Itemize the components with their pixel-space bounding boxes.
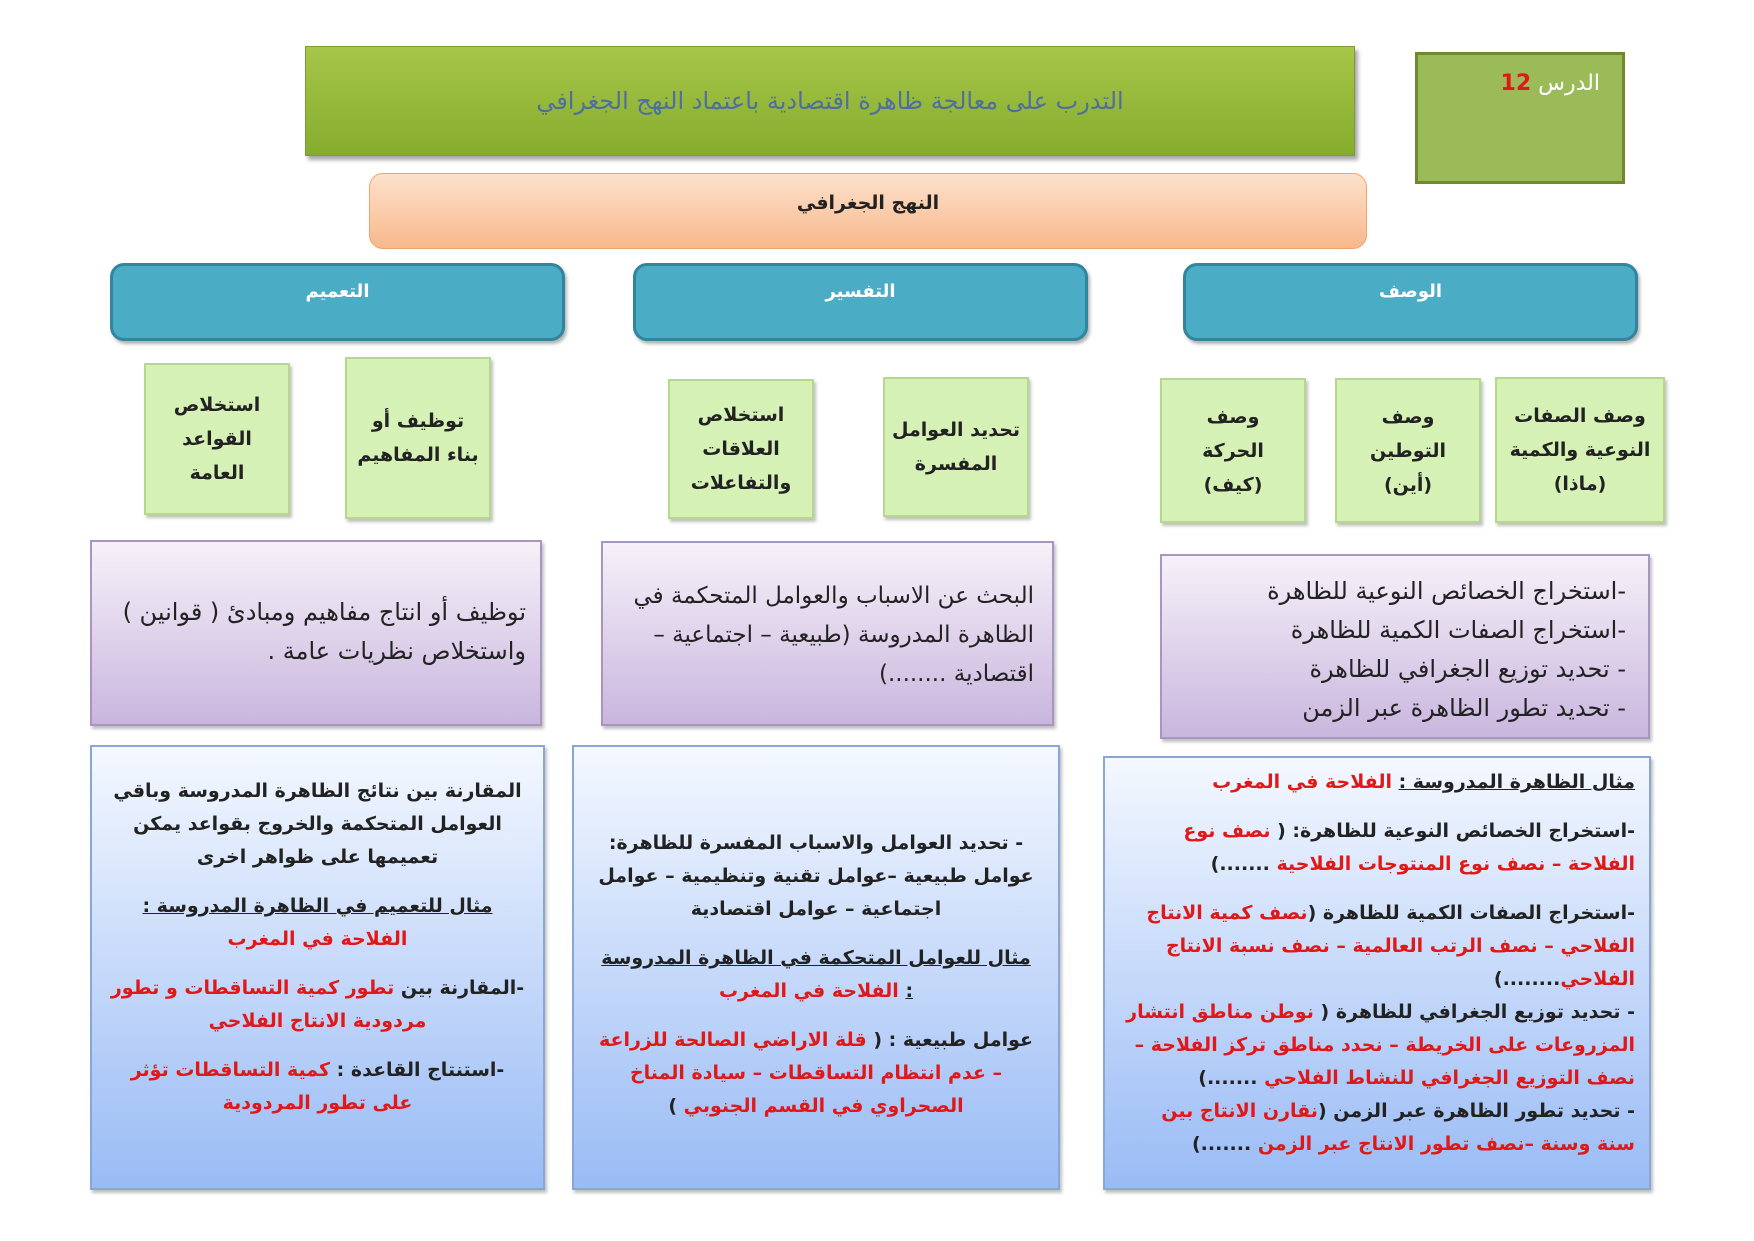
page-title: التدرب على معالجة ظاهرة اقتصادية باعتماد النهج الجغرافي <box>536 87 1124 115</box>
category-description-label: الوصف <box>1378 280 1443 302</box>
q1-end: .......) <box>1210 853 1270 875</box>
natural-factors-line <box>596 1024 1036 1123</box>
q4-label: - تحديد تطور الظاهرة عبر الزمن ( <box>1317 1100 1635 1122</box>
interp-intro: - تحديد العوامل والاسباب المفسرة للظاهرة: عوامل طبيعية –عوامل تقنية وتنظيمية – عوامل اجتماعية – عوامل اقتصادية <box>598 832 1034 920</box>
subbox-line: توظيف أو <box>371 410 465 432</box>
method-bar <box>369 173 1367 249</box>
subbox-desc-movement <box>1160 378 1306 523</box>
q4-end: .......) <box>1192 1133 1252 1155</box>
example-line <box>596 942 1036 1008</box>
purple-line: واستخلاص نظريات عامة . <box>267 637 526 665</box>
q2-label: -استخراج الصفات الكمية للظاهرة ( <box>1307 902 1635 924</box>
subbox-interp-relations <box>668 379 814 519</box>
subbox-line: استخلاص <box>697 404 785 426</box>
subbox-line: المفسرة <box>914 453 998 475</box>
subbox-line: (كيف) <box>1203 473 1263 496</box>
natural-red: قلة الاراضي الصالحة للزراعة – عدم انتظام التساقطات – سيادة المناخ الصحراوي في القسم الجنوبي <box>598 1029 1003 1117</box>
category-generalization-label: التعميم <box>305 280 370 302</box>
evolution-line <box>1117 1095 1635 1161</box>
subbox-desc-location <box>1335 378 1481 523</box>
subbox-line: الحركة <box>1202 439 1264 462</box>
purple-line: اقتصادية ........) <box>878 661 1034 687</box>
subbox-line: العلاقات <box>702 438 780 460</box>
subbox-line: استخلاص <box>173 394 261 416</box>
purple-line: -استخراج الصفات الكمية للظاهرة <box>1290 616 1626 644</box>
category-description <box>1183 263 1638 341</box>
compare-line <box>110 972 525 1038</box>
subbox-line: (أين) <box>1383 473 1433 496</box>
example-value: الفلاحة في المغرب <box>718 980 906 1002</box>
lesson-number: 12 <box>1500 71 1532 96</box>
purple-box-description <box>1160 554 1650 739</box>
q3-end: .......) <box>1198 1067 1258 1089</box>
example-label: مثال الظاهرة المدروسة : <box>1398 771 1635 793</box>
purple-line: - تحديد توزيع الجغرافي للظاهرة <box>1309 655 1626 683</box>
quality-line <box>1117 815 1635 881</box>
subbox-line: القواعد <box>182 428 252 450</box>
quantity-line <box>1117 897 1635 996</box>
purple-line: الظاهرة المدروسة (طبيعية – اجتماعية – <box>653 622 1034 648</box>
category-interpretation-label: التفسير <box>825 280 896 302</box>
subbox-line: العامة <box>189 462 245 484</box>
category-generalization <box>110 263 565 341</box>
q2-end: ........) <box>1493 968 1561 990</box>
subbox-line: بناء المفاهيم <box>357 444 479 466</box>
example-label: مثال للتعميم في الظاهرة المدروسة : <box>142 895 493 917</box>
subbox-gen-concepts <box>345 357 491 519</box>
category-interpretation <box>633 263 1088 341</box>
purple-box-generalization <box>90 540 542 726</box>
lesson-label: الدرس <box>1538 71 1600 96</box>
example-value: الفلاحة في المغرب <box>227 928 408 950</box>
q1-label: -استخراج الخصائص النوعية للظاهرة: ( <box>1277 820 1635 842</box>
compare-red: تطور كمية التساقطات و تطور مردودية الانتاج الفلاحي <box>110 977 427 1032</box>
blue-box-interpretation <box>572 745 1060 1190</box>
purple-line: - تحديد تطور الظاهرة عبر الزمن <box>1302 694 1626 722</box>
natural-end: ) <box>668 1095 677 1117</box>
rule-label: -استنتاج القاعدة : <box>330 1059 505 1081</box>
subbox-line: النوعية والكمية <box>1509 439 1651 461</box>
method-title: النهج الجغرافي <box>796 192 940 214</box>
rule-red: كمية التساقطات تؤثر على تطور المردودية <box>130 1059 413 1114</box>
subbox-line: وصف <box>1206 405 1260 428</box>
subbox-line: وصف <box>1381 405 1435 428</box>
subbox-line: وصف الصفات <box>1514 405 1646 427</box>
subbox-line: التوطين <box>1369 439 1447 462</box>
natural-label: عوامل طبيعية : ( <box>873 1029 1034 1051</box>
q4-red: نقارن الانتاج بين سنة وسنة –نصف تطور الانتاج عبر الزمن <box>1161 1100 1635 1155</box>
blue-box-description <box>1103 756 1651 1190</box>
purple-box-interpretation <box>601 541 1054 726</box>
purple-line: توظيف أو انتاج مفاهيم ومبادئ ( قوانين ) <box>122 598 526 626</box>
purple-line: البحث عن الاسباب والعوامل المتحكمة في <box>633 583 1034 609</box>
subbox-line: (ماذا) <box>1553 473 1607 495</box>
lesson-box <box>1415 52 1625 184</box>
gen-intro: المقارنة بين نتائج الظاهرة المدروسة وباقي العوامل المتحكمة والخروج بقواعد يمكن تعميمها على ظواهر اخرى <box>113 780 522 868</box>
compare-label: -المقارنة بين <box>394 977 525 999</box>
blue-box-generalization <box>90 745 545 1190</box>
subbox-line: تحديد العوامل <box>891 419 1021 441</box>
q1-red: نصف نوع الفلاحة – نصف نوع المنتوجات الفلاحية <box>1183 820 1635 875</box>
subbox-interp-factors <box>883 377 1029 517</box>
purple-line: -استخراج الخصائص النوعية للظاهرة <box>1267 577 1626 605</box>
example-value: الفلاحة في المغرب <box>1212 771 1399 793</box>
example-line <box>1117 766 1635 799</box>
distribution-line <box>1117 996 1635 1095</box>
subbox-gen-rules <box>144 363 290 515</box>
title-banner <box>305 46 1355 156</box>
q3-red: نوطن مناطق انتشار المزروعات على الخريطة – نحدد مناطق تركز الفلاحة – نصف التوزيع الجغرافي للنشاط الفلاحي <box>1126 1001 1635 1089</box>
q3-label: - تحديد توزيع الجغرافي للظاهرة ( <box>1320 1001 1635 1023</box>
subbox-line: والتفاعلات <box>690 472 792 494</box>
subbox-desc-quality <box>1495 377 1665 523</box>
q2-red: نصف كمية الانتاج الفلاحي – نصف الرتب العالمية – نصف نسبة الانتاج الفلاحي <box>1146 902 1635 990</box>
rule-line <box>110 1054 525 1120</box>
example-line <box>110 890 525 956</box>
example-label: مثال للعوامل المتحكمة في الظاهرة المدروسة : <box>601 947 1031 1002</box>
